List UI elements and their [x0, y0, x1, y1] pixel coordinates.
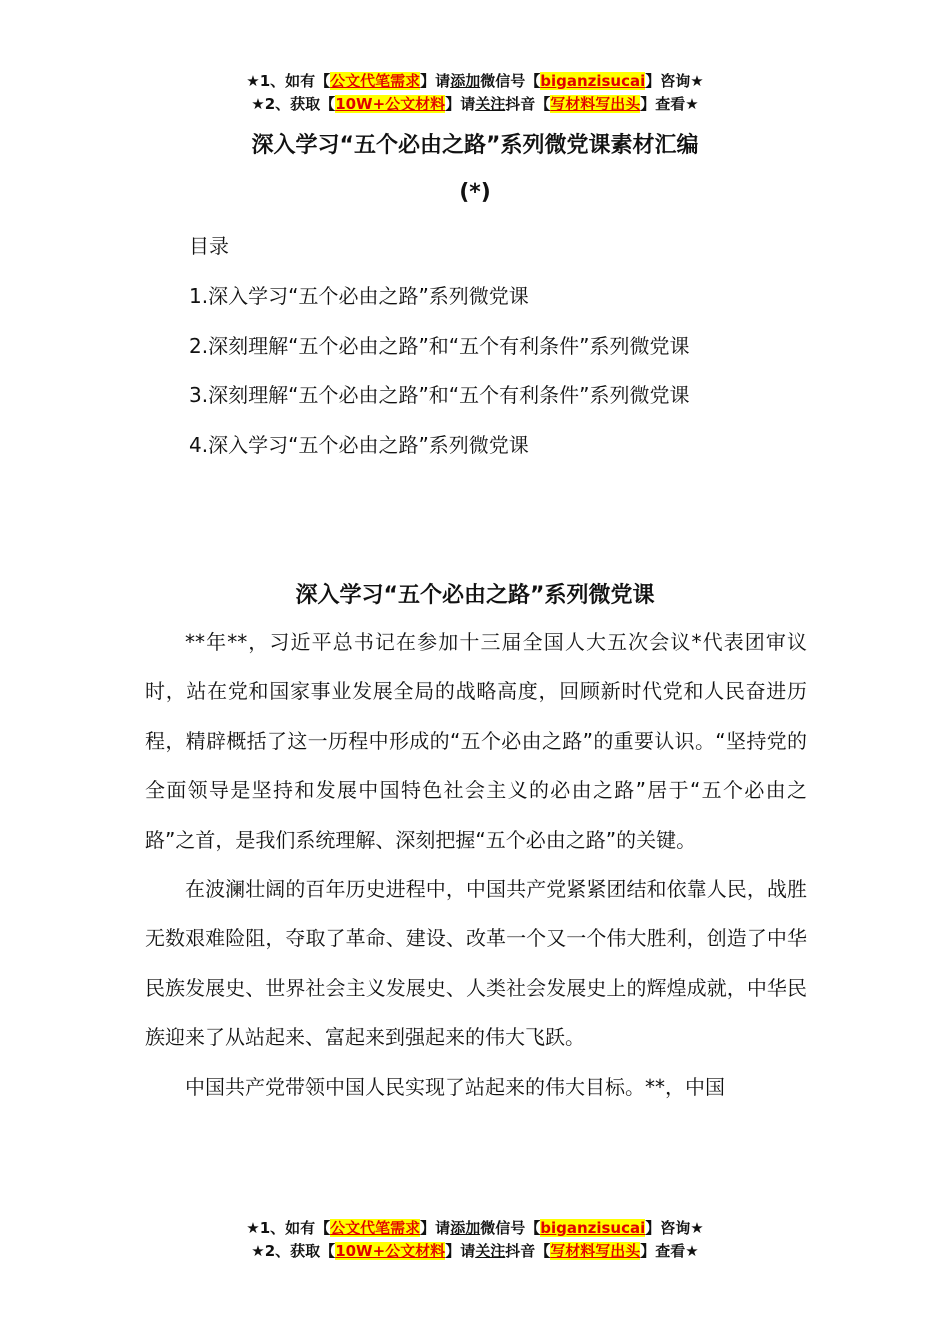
promo-douyin-id: 写材料写出头	[550, 1242, 641, 1260]
promo-line-2	[0, 93, 950, 116]
promo-emphasis: 添加	[450, 72, 481, 90]
promo-text: ★2、获取【	[251, 95, 336, 113]
promo-highlight: 10W+公文材料	[335, 1242, 446, 1260]
section-title: 深入学习“五个必由之路”系列微党课	[295, 583, 655, 608]
promo-text: ★1、如有【	[246, 1219, 331, 1237]
promo-text: 】查看★	[640, 95, 699, 113]
promo-wechat-id: biganzisucai	[540, 72, 646, 90]
promo-line-1	[0, 1217, 950, 1240]
document-body	[145, 618, 807, 1112]
body-paragraph: 中国共产党带领中国人民实现了站起来的伟大目标。**，中国	[185, 1074, 725, 1099]
promo-text: 】请	[420, 1219, 451, 1237]
promo-text: ★1、如有【	[246, 72, 331, 90]
promo-wechat-id: biganzisucai	[540, 1219, 646, 1237]
promo-text: 】请	[445, 1242, 476, 1260]
promo-emphasis: 添加	[450, 1219, 481, 1237]
promo-line-2	[0, 1240, 950, 1263]
document-title: 深入学习“五个必由之路”系列微党课素材汇编	[251, 133, 699, 158]
toc-item: 1.深入学习“五个必由之路”系列微党课	[189, 284, 529, 308]
promo-text: 抖音【	[505, 1242, 551, 1260]
document-title-suffix: (*)	[459, 180, 491, 205]
promo-text: 】请	[420, 72, 451, 90]
promo-text: 抖音【	[505, 95, 551, 113]
promo-text: 微信号【	[480, 1219, 541, 1237]
toc-item: 2.深刻理解“五个必由之路”和“五个有利条件”系列微党课	[189, 334, 690, 358]
promo-text: 】请	[445, 95, 476, 113]
promo-douyin-id: 写材料写出头	[550, 95, 641, 113]
promo-emphasis: 关注	[475, 1242, 506, 1260]
body-paragraph: 在波澜壮阔的百年历史进程中，中国共产党紧紧团结和依靠人民，战胜无数艰难险阻，夺取了革命、建设、改革一个又一个伟大胜利，创造了中华民族发展史、世界社会主义发展史、人类社会发展史上的辉煌成就，中华民族迎来了从站起来、富起来到强起来的伟大飞跃。	[145, 877, 807, 1050]
promo-banner-top	[0, 70, 950, 116]
promo-highlight: 公文代笔需求	[330, 72, 421, 90]
toc-item: 3.深刻理解“五个必由之路”和“五个有利条件”系列微党课	[189, 383, 690, 407]
promo-emphasis: 关注	[475, 95, 506, 113]
toc-item: 4.深入学习“五个必由之路”系列微党课	[189, 433, 529, 457]
body-paragraph: **年**，习近平总书记在参加十三届全国人大五次会议*代表团审议时，站在党和国家事业发展全局的战略高度，回顾新时代党和人民奋进历程，精辟概括了这一历程中形成的“五个必由之路”的重要认识。“坚持党的全面领导是坚持和发展中国特色社会主义的必由之路”居于“五个必由之路”之首，是我们系统理解、深刻把握“五个必由之路”的关键。	[145, 630, 807, 852]
promo-highlight: 公文代笔需求	[330, 1219, 421, 1237]
toc-heading: 目录	[189, 234, 229, 258]
promo-text: 】咨询★	[645, 1219, 704, 1237]
promo-text: 】咨询★	[645, 72, 704, 90]
promo-text: ★2、获取【	[251, 1242, 336, 1260]
promo-line-1	[0, 70, 950, 93]
promo-highlight: 10W+公文材料	[335, 95, 446, 113]
promo-text: 】查看★	[640, 1242, 699, 1260]
promo-banner-bottom	[0, 1217, 950, 1263]
promo-text: 微信号【	[480, 72, 541, 90]
